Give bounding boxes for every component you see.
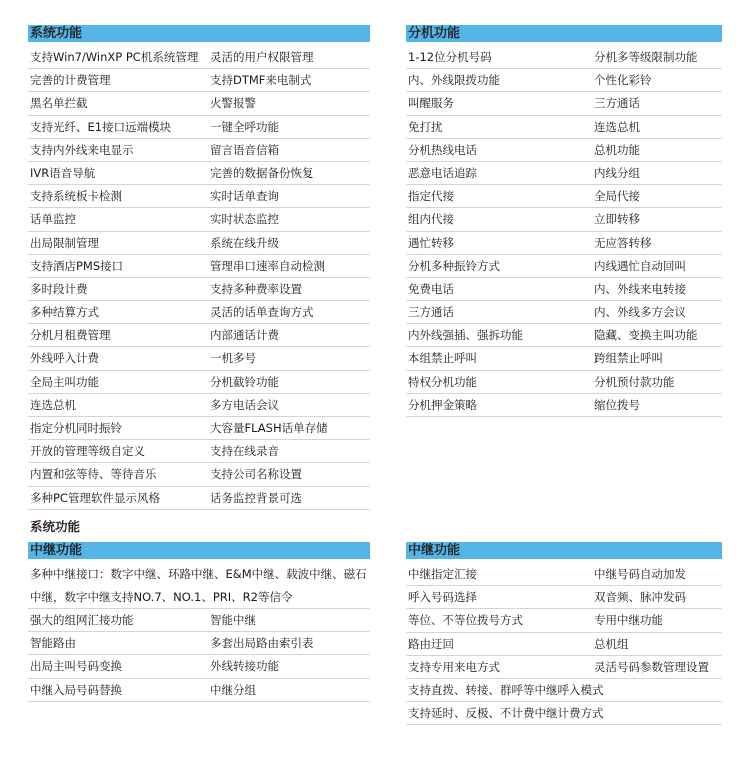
feature-left: 分机热线电话 <box>408 142 477 157</box>
list-item <box>28 632 370 655</box>
feature-right: 支持DTMF来电制式 <box>210 73 312 88</box>
list-item <box>406 139 722 162</box>
feature-right: 总机功能 <box>594 142 640 157</box>
feature-left: 连选总机 <box>30 397 76 412</box>
feature-right: 内线遇忙自动回叫 <box>594 258 686 273</box>
feature-right: 完善的数据备份恢复 <box>210 165 314 180</box>
feature-right: 实时状态监控 <box>210 212 279 227</box>
feature-left: 中继指定汇接 <box>408 567 477 581</box>
list-item <box>406 347 722 370</box>
list-item <box>406 162 722 185</box>
feature-left: 组内代接 <box>408 212 454 227</box>
list-item <box>406 324 722 347</box>
feature-right: 跨组禁止呼叫 <box>594 351 663 366</box>
feature-right: 内线分组 <box>594 165 640 180</box>
list-item <box>28 46 370 69</box>
feature-right: 支持在线录音 <box>210 444 279 459</box>
feature-right: 灵活的话单查询方式 <box>210 305 314 320</box>
feature-left: 支持内外线来电显示 <box>30 142 134 157</box>
list-item <box>406 185 722 208</box>
list-item <box>28 324 370 347</box>
list-item <box>28 162 370 185</box>
feature-left: 支持延时、反极、不计费中继计费方式 <box>408 706 604 721</box>
feature-right: 智能中继 <box>210 613 256 627</box>
list-item <box>406 702 722 725</box>
feature-right: 一机多号 <box>210 351 256 366</box>
list-item <box>406 232 722 255</box>
feature-left: 多种结算方式 <box>30 305 99 320</box>
list-item <box>406 394 722 417</box>
feature-right: 实时话单查询 <box>210 189 279 204</box>
list-item <box>406 656 722 679</box>
list-item <box>28 417 370 440</box>
feature-left: 呼入号码选择 <box>408 590 477 605</box>
feature-right: 立即转移 <box>594 212 640 227</box>
feature-left: 中继入局号码替换 <box>30 682 122 697</box>
list-item <box>406 69 722 92</box>
feature-left: 支持光纤、E1接口远端模块 <box>30 119 172 134</box>
feature-right: 外线转接功能 <box>210 659 279 674</box>
feature-right: 多套出局路由索引表 <box>210 636 314 651</box>
feature-right: 话务监控背景可选 <box>210 490 302 505</box>
feature-left: 内外线强插、强拆功能 <box>408 328 523 343</box>
feature-left: 多种PC管理软件显示风格 <box>30 490 160 505</box>
trunk-functions-left-panel <box>28 542 370 702</box>
feature-left: 出局限制管理 <box>30 235 99 250</box>
feature-left: 支持Win7/WinXP PC机系统管理 <box>30 50 199 64</box>
feature-left: 特权分机功能 <box>408 374 477 389</box>
system-functions-list <box>28 46 370 510</box>
extension-functions-list <box>406 46 722 417</box>
list-item <box>28 655 370 678</box>
feature-left: 开放的管理等级自定义 <box>30 444 145 459</box>
feature-right: 灵活的用户权限管理 <box>210 50 314 64</box>
feature-right: 分机截铃功能 <box>210 374 279 389</box>
list-item <box>28 440 370 463</box>
trunk-functions-right-list <box>406 563 722 725</box>
list-item <box>28 371 370 394</box>
list-item <box>406 278 722 301</box>
extension-functions-panel <box>406 25 722 417</box>
list-item <box>28 139 370 162</box>
feature-right: 支持多种费率设置 <box>210 281 302 296</box>
feature-left: 支持系统板卡检测 <box>30 189 122 204</box>
list-item <box>28 232 370 255</box>
list-item <box>28 116 370 139</box>
list-item <box>406 208 722 231</box>
trunk-functions-left-list <box>28 563 370 702</box>
list-item <box>28 463 370 486</box>
feature-right: 内、外线多方会议 <box>594 305 686 320</box>
feature-left: 指定代接 <box>408 189 454 204</box>
feature-left: 免费电话 <box>408 281 454 296</box>
feature-left: 等位、不等位拨号方式 <box>408 613 523 628</box>
list-item <box>28 609 370 632</box>
list-item <box>28 69 370 92</box>
extension-functions-header: 分机功能 <box>406 25 722 42</box>
feature-right: 连选总机 <box>594 119 640 134</box>
list-item <box>406 255 722 278</box>
feature-right: 一键全呼功能 <box>210 119 279 134</box>
list-item <box>406 371 722 394</box>
list-item <box>28 679 370 702</box>
feature-left: 支持专用来电方式 <box>408 659 500 674</box>
trunk-interfaces-text: 多种中继接口：数字中继、环路中继、E&M中继、载波中继、磁石中继，数字中继支持NO.7、NO.1、PRI、R2等信令 <box>30 567 367 604</box>
feature-left: 黑名单拦截 <box>30 96 88 111</box>
feature-left: 三方通话 <box>408 305 454 320</box>
list-item <box>406 301 722 324</box>
feature-right: 无应答转移 <box>594 235 652 250</box>
feature-left: 恶意电话追踪 <box>408 165 477 180</box>
feature-left: 支持酒店PMS接口 <box>30 258 124 273</box>
feature-right: 缩位拨号 <box>594 397 640 412</box>
list-item <box>406 633 722 656</box>
feature-left: 1-12位分机号码 <box>408 50 492 64</box>
list-item <box>28 92 370 115</box>
feature-right: 多方电话会议 <box>210 397 279 412</box>
feature-right: 大容量FLASH话单存储 <box>210 421 328 435</box>
feature-left: 分机押金策略 <box>408 397 477 412</box>
feature-right: 隐藏、变换主叫功能 <box>594 328 698 343</box>
feature-left: IVR语音导航 <box>30 165 96 180</box>
feature-left: 叫醒服务 <box>408 96 454 111</box>
feature-left: 本组禁止呼叫 <box>408 351 477 366</box>
list-item <box>28 301 370 324</box>
list-item <box>28 347 370 370</box>
feature-right: 三方通话 <box>594 96 640 111</box>
feature-left: 外线呼入计费 <box>30 351 99 366</box>
feature-left: 多时段计费 <box>30 281 88 296</box>
list-item <box>28 487 370 510</box>
feature-left: 路由迂回 <box>408 636 454 651</box>
feature-right: 灵活号码参数管理设置 <box>594 659 709 674</box>
list-item <box>406 609 722 632</box>
feature-right: 管理串口速率自动检测 <box>210 258 325 273</box>
feature-right: 留言语音信箱 <box>210 142 279 157</box>
list-item <box>28 563 370 609</box>
list-item <box>406 679 722 702</box>
feature-left: 支持直拨、转接、群呼等中继呼入模式 <box>408 682 604 697</box>
list-item <box>406 92 722 115</box>
feature-left: 遇忙转移 <box>408 235 454 250</box>
feature-left: 指定分机同时振铃 <box>30 421 122 435</box>
feature-right: 中继号码自动加发 <box>594 567 686 581</box>
trunk-functions-right-header: 中继功能 <box>406 542 722 559</box>
list-item <box>28 394 370 417</box>
feature-right: 总机组 <box>594 636 629 651</box>
feature-left: 免打扰 <box>408 119 443 134</box>
list-item <box>406 116 722 139</box>
feature-left: 内、外线限拨功能 <box>408 73 500 88</box>
feature-right: 个性化彩铃 <box>594 73 652 88</box>
system-functions-label: 系统功能 <box>30 519 81 534</box>
feature-left: 分机多种振铃方式 <box>408 258 500 273</box>
trunk-functions-left-header: 中继功能 <box>28 542 370 559</box>
system-functions-header: 系统功能 <box>28 25 370 42</box>
feature-left: 内置和弦等待、等待音乐 <box>30 467 157 482</box>
list-item <box>28 278 370 301</box>
list-item <box>28 255 370 278</box>
system-functions-panel <box>28 25 370 510</box>
feature-right: 双音频、脉冲发码 <box>594 590 686 605</box>
list-item <box>28 208 370 231</box>
list-item <box>406 586 722 609</box>
feature-right: 分机多等级限制功能 <box>594 50 698 64</box>
list-item <box>406 563 722 586</box>
feature-left: 完善的计费管理 <box>30 73 111 88</box>
feature-left: 话单监控 <box>30 212 76 227</box>
list-item <box>406 46 722 69</box>
feature-left: 分机月租费管理 <box>30 328 111 343</box>
feature-left: 全局主叫功能 <box>30 374 99 389</box>
feature-right: 内部通话计费 <box>210 328 279 343</box>
feature-right: 系统在线升级 <box>210 235 279 250</box>
feature-right: 支持公司名称设置 <box>210 467 302 482</box>
feature-right: 分机预付款功能 <box>594 374 675 389</box>
list-item <box>28 185 370 208</box>
feature-right: 火警报警 <box>210 96 256 111</box>
feature-left: 出局主叫号码变换 <box>30 659 122 674</box>
feature-right: 中继分组 <box>210 682 256 697</box>
feature-right: 专用中继功能 <box>594 613 663 628</box>
trunk-functions-right-panel <box>406 542 722 725</box>
feature-left: 智能路由 <box>30 636 76 651</box>
feature-left: 强大的组网汇接功能 <box>30 613 134 627</box>
feature-right: 全局代接 <box>594 189 640 204</box>
feature-right: 内、外线来电转接 <box>594 281 686 296</box>
